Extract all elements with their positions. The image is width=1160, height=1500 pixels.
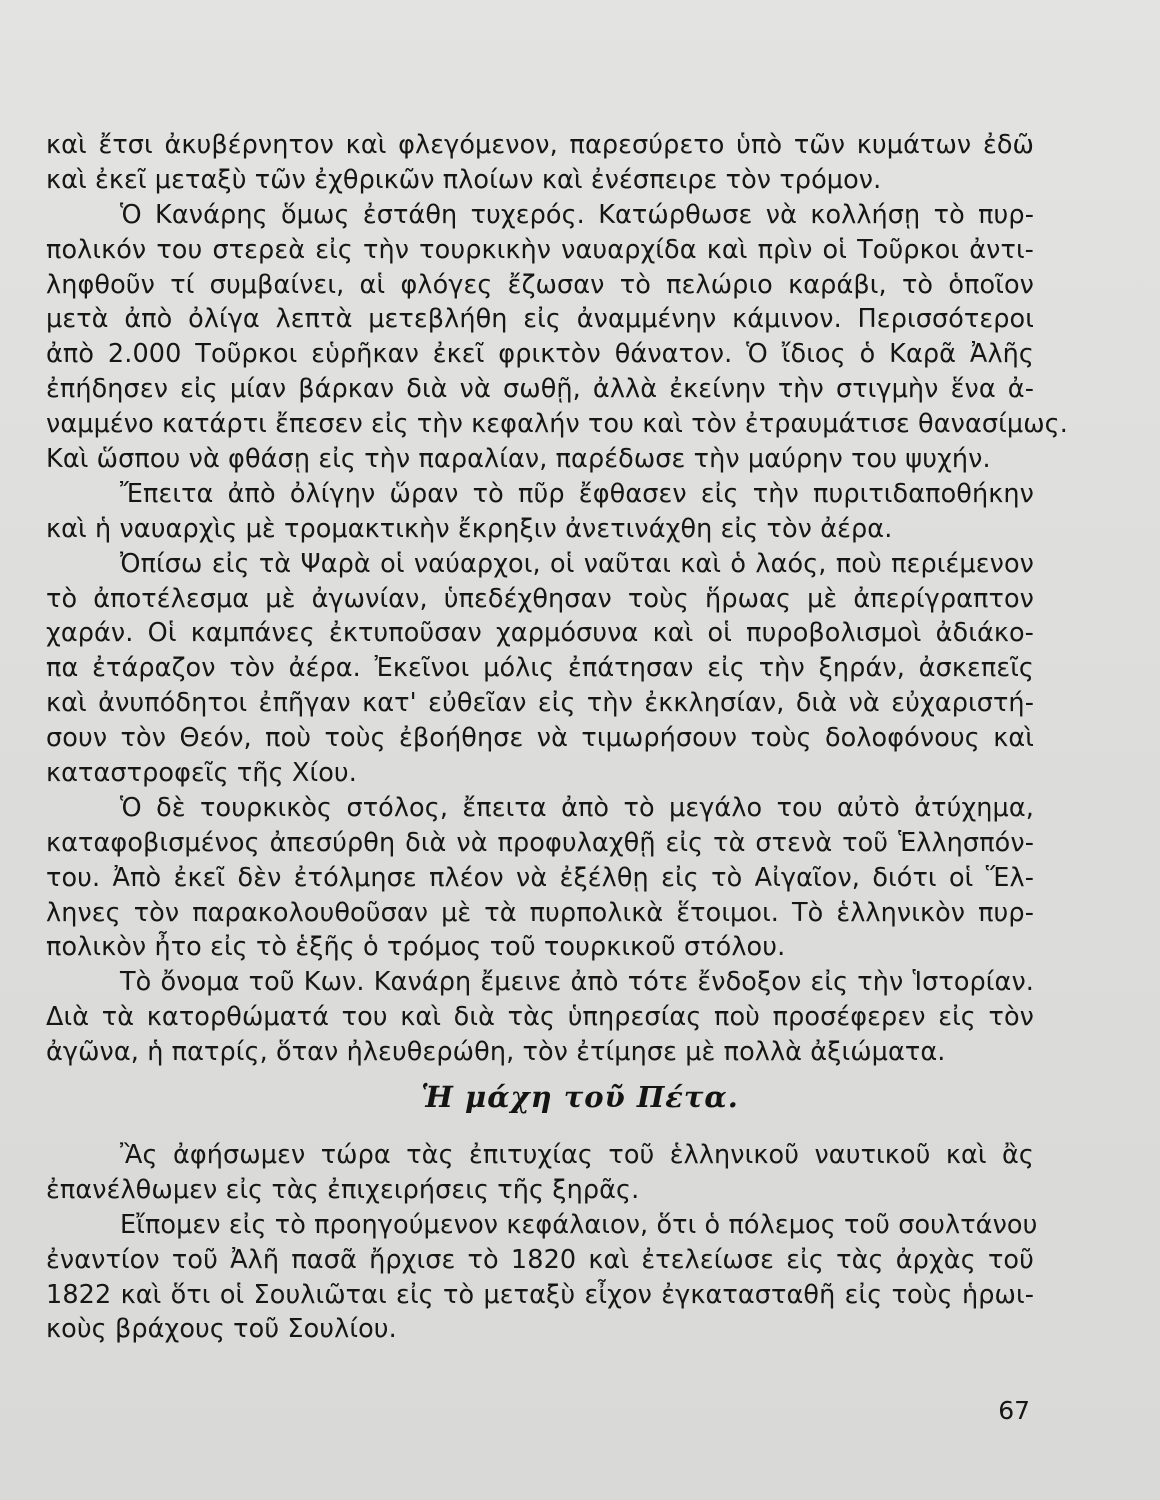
- page-number: 67: [998, 1396, 1030, 1425]
- text-line: Ὀπίσω εἰς τὰ Ψαρὰ οἱ ναύαρχοι, οἱ ναῦται καὶ ὁ λαός, ποὺ περιέμενον: [120, 548, 1034, 579]
- text-line: ναμμένο κατάρτι ἔπεσεν εἰς τὴν κεφαλήν του καὶ τὸν ἐτραυμάτισε θανασίμως.: [46, 409, 1068, 440]
- text-line: καὶ ἔτσι ἀκυβέρνητον καὶ φλεγόμενον, παρεσύρετο ὑπὸ τῶν κυμάτων ἐδῶ: [46, 130, 1034, 160]
- text-line: Ἔπειτα ἀπὸ ὀλίγην ὥραν τὸ πῦρ ἔφθασεν εἰς τὴν πυριτιδαποθήκην: [120, 478, 1034, 509]
- text-line: ἐπανέλθωμεν εἰς τὰς ἐπιχειρήσεις τῆς ξηρᾶς.: [46, 1174, 640, 1205]
- text-line: ἀπὸ 2.000 Τοῦρκοι εὑρῆκαν ἐκεῖ φρικτὸν θάνατον. Ὁ ἴδιος ὁ Καρᾶ Ἀλῆς: [46, 339, 1034, 370]
- text-line: ἐναντίον τοῦ Ἀλῆ πασᾶ ἤρχισε τὸ 1820 καὶ ἐτελείωσε εἰς τὰς ἀρχὰς τοῦ: [46, 1244, 1034, 1275]
- text-line: Ὁ δὲ τουρκικὸς στόλος, ἔπειτα ἀπὸ τὸ μεγάλο του αὐτὸ ἀτύχημα,: [120, 792, 1034, 823]
- text-line: κοὺς βράχους τοῦ Σουλίου.: [46, 1314, 397, 1345]
- text-line: καταφοβισμένος ἀπεσύρθη διὰ νὰ προφυλαχθῇ εἰς τὰ στενὰ τοῦ Ἑλλησπόν-: [46, 827, 1034, 858]
- section-text: [46, 1138, 1038, 1347]
- text-line: πολικὸν ἦτο εἰς τὸ ἑξῆς ὁ τρόμος τοῦ τουρκικοῦ στόλου.: [46, 932, 786, 963]
- text-line: σουν τὸν Θεόν, ποὺ τοὺς ἐβοήθησε νὰ τιμωρήσουν τοὺς δολοφόνους καὶ: [46, 723, 1034, 754]
- text-line: Καὶ ὥσπου νὰ φθάσῃ εἰς τὴν παραλίαν, παρέδωσε τὴν μαύρην του ψυχήν.: [46, 444, 991, 475]
- text-line: καὶ ἡ ναυαρχὶς μὲ τρομακτικὴν ἔκρηξιν ἀνετινάχθη εἰς τὸν ἀέρα.: [46, 513, 893, 544]
- text-line: τὸ ἀποτέλεσμα μὲ ἀγωνίαν, ὑπεδέχθησαν τοὺς ἥρωας μὲ ἀπερίγραπτον: [46, 583, 1034, 614]
- text-line: ληφθοῦν τί συμβαίνει, αἱ φλόγες ἔζωσαν τὸ πελώριο καράβι, τὸ ὁποῖον: [46, 269, 1034, 300]
- text-line: 1822 καὶ ὅτι οἱ Σουλιῶται εἰς τὸ μεταξὺ εἶχον ἐγκατασταθῆ εἰς τοὺς ἡρωι-: [46, 1279, 1034, 1310]
- text-line: καταστροφεῖς τῆς Χίου.: [46, 758, 357, 789]
- text-line: του. Ἀπὸ ἐκεῖ δὲν ἐτόλμησε πλέον νὰ ἐξέλθῃ εἰς τὸ Αἰγαῖον, διότι οἱ Ἕλ-: [46, 862, 1034, 893]
- text-line: καὶ ἀνυπόδητοι ἐπῆγαν κατ' εὐθεῖαν εἰς τὴν ἐκκλησίαν, διὰ νὰ εὐχαριστή-: [46, 688, 1034, 719]
- text-line: Τὸ ὄνομα τοῦ Κων. Κανάρη ἔμεινε ἀπὸ τότε ἔνδοξον εἰς τὴν Ἱστορίαν.: [120, 967, 1034, 998]
- text-line: καὶ ἐκεῖ μεταξὺ τῶν ἐχθρικῶν πλοίων καὶ ἐνέσπειρε τὸν τρόμον.: [46, 164, 882, 195]
- body-text: [46, 128, 1068, 1070]
- text-line: Ὁ Κανάρης ὅμως ἐστάθη τυχερός. Κατώρθωσε νὰ κολλήσῃ τὸ πυρ-: [120, 199, 1034, 230]
- text-line: πα ἐτάραζον τὸν ἀέρα. Ἐκεῖνοι μόλις ἐπάτησαν εἰς τὴν ξηράν, ἀσκεπεῖς: [46, 653, 1034, 684]
- text-line: Διὰ τὰ κατορθώματά του καὶ διὰ τὰς ὑπηρεσίας ποὺ προσέφερεν εἰς τὸν: [46, 1002, 1034, 1033]
- text-line: χαράν. Οἱ καμπάνες ἐκτυποῦσαν χαρμόσυνα καὶ οἱ πυροβολισμοὶ ἀδιάκο-: [46, 618, 1034, 649]
- text-line: Ἂς ἀφήσωμεν τώρα τὰς ἐπιτυχίας τοῦ ἑλληνικοῦ ναυτικοῦ καὶ ἂς: [120, 1140, 1034, 1170]
- text-line: πολικόν του στερεὰ εἰς τὴν τουρκικὴν ναυαρχίδα καὶ πρὶν οἱ Τοῦρκοι ἀντι-: [46, 234, 1034, 265]
- text-line: ἀγῶνα, ἡ πατρίς, ὅταν ἠλευθερώθη, τὸν ἐτίμησε μὲ πολλὰ ἀξιώματα.: [46, 1037, 946, 1068]
- text-line: Εἴπομεν εἰς τὸ προηγούμενον κεφάλαιον, ὅτι ὁ πόλεμος τοῦ σουλτάνου: [120, 1209, 1038, 1240]
- text-line: ληνες τὸν παρακολουθοῦσαν μὲ τὰ πυρπολικὰ ἕτοιμοι. Τὸ ἑλληνικὸν πυρ-: [46, 897, 1034, 928]
- text-line: ἐπήδησεν εἰς μίαν βάρκαν διὰ νὰ σωθῇ, ἀλλὰ ἐκείνην τὴν στιγμὴν ἕνα ἀ-: [46, 374, 1034, 405]
- section-heading: Ἡ μάχη τοῦ Πέτα.: [421, 1080, 739, 1114]
- text-line: μετὰ ἀπὸ ὀλίγα λεπτὰ μετεβλήθη εἰς ἀναμμένην κάμινον. Περισσότεροι: [46, 304, 1034, 335]
